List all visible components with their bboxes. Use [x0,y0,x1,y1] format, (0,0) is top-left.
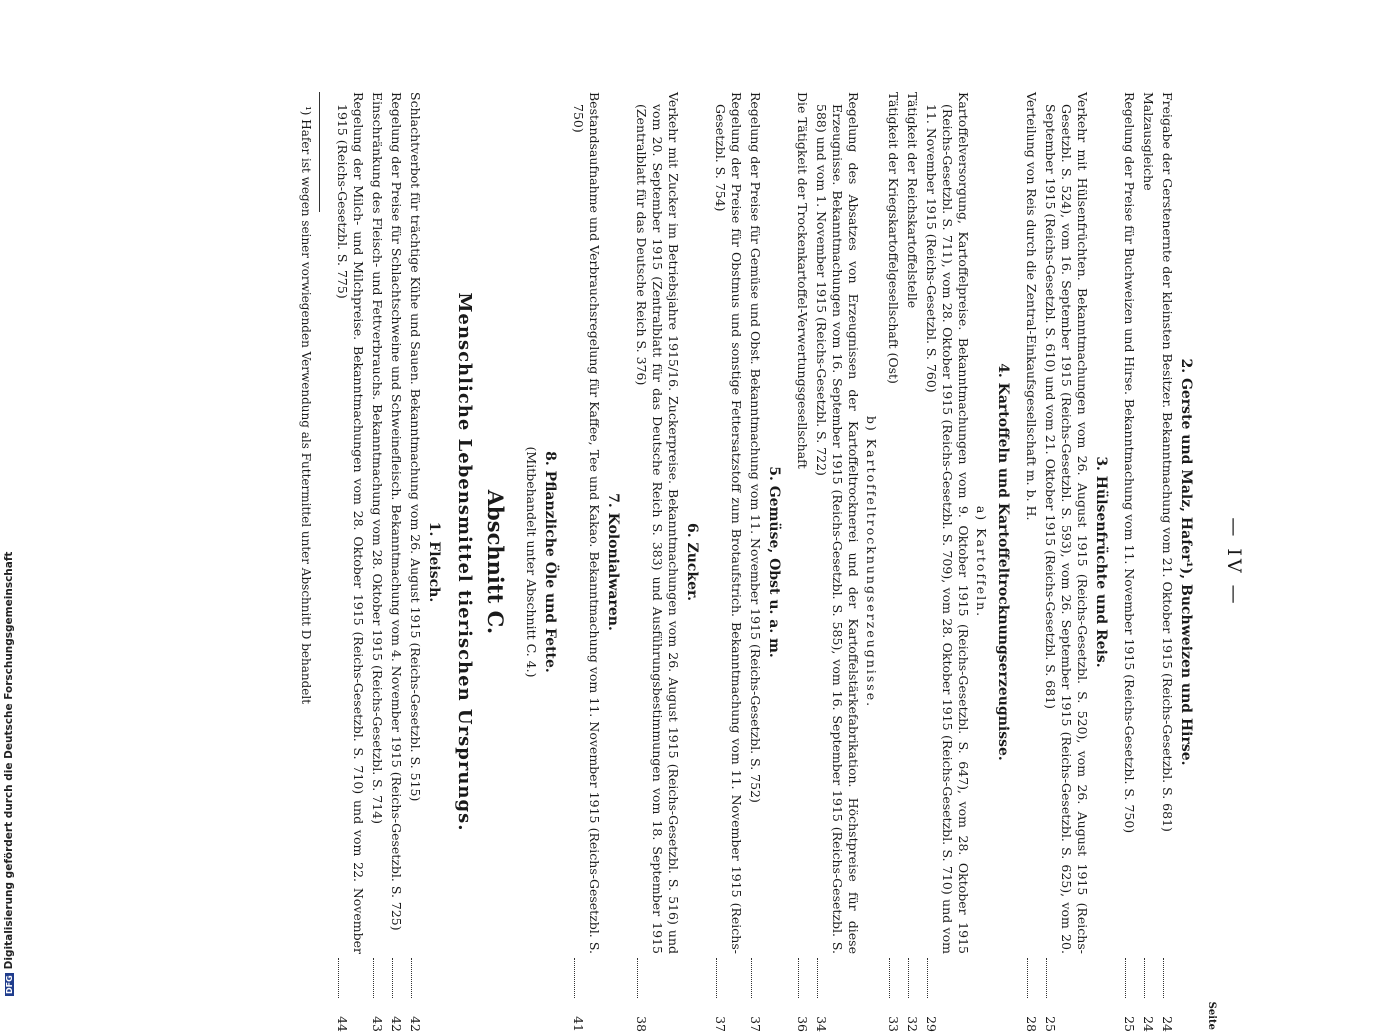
footnote-divider [319,92,320,212]
entry-page: 38 [634,1016,649,1032]
entry-text: Verkehr mit Zucker im Betriebsjahre 1915/16. Zuckerpreise. Bekanntmachungen vom 26. August 1915 (Reichs-Gesetzbl. S. 516) und vom 20. September 1915 (Zentralblatt für das Deutsche Reich S. 383) und Ausführungsbestimmungen vom 18. September 1915 (Zentralblatt für das Deutsche Reich S. 376) [634,92,681,954]
entry-page: 41 [571,1016,586,1032]
entry-text: Verteilung von Reis durch die Zentral-Einkaufsgesellschaft m. b. H. [1024,92,1039,521]
abschnitt-subtitle: Menschliche Lebensmittel tierischen Ursprungs. [454,292,475,832]
toc-entry [794,92,810,1032]
abschnitt-title: Abschnitt C. [483,489,508,635]
entry-text: Regelung der Preise für Buchweizen und Hirse. Bekanntmachung vom 11. November 1915 (Reichs-Gesetzbl. S. 750) [1122,92,1137,834]
toc-entry [885,92,901,1032]
entry-page: 33 [886,1016,901,1032]
entry-page: 25 [1122,1016,1137,1032]
entry-text: Regelung der Preise für Schlachtschweine und Schweinefleisch. Bekanntmachung vom 4. November 1915 (Reichs-Gesetzbl. S. 725) [389,92,404,931]
entry-page: 24 [1160,1016,1175,1032]
entry-page: 25 [1043,1016,1058,1032]
document-page [95,92,1245,1032]
entry-text: Regelung der Milch- und Milchpreise. Bekanntmachungen vom 28. Oktober 1915 (Reichs-Gesetzbl. S. 710) und vom 22. November 1915 (Reichs-Gesetzbl. S. 775) [335,92,366,954]
entry-page: 37 [748,1016,763,1032]
entry-text: Regelung des Absatzes von Erzeugnissen der Kartoffeltrocknerei und der Kartoffelstärkefabrikation. Höchstpreise für diese Erzeugnisse. Bekanntmachungen vom 16. September 1915 (Reichs-Gesetzbl. S. 585), vom 16. September 1915 (Reichs-Gesetzbl. S. 588) und vom 1. November 1915 (Reichs-Gesetzbl. S. 722) [814,92,861,954]
section-heading: 1. Fleisch. [426,521,442,603]
toc-entry [633,92,681,1032]
section-heading: 2. Gerste und Malz, Hafer¹), Buchweizen und Hirse. [1178,358,1194,766]
entry-page: 29 [924,1016,939,1032]
entry-page: 34 [814,1016,829,1032]
toc-entry [570,92,602,1032]
entry-text: Kartoffelversorgung, Kartoffelpreise. Bekanntmachungen vom 9. Oktober 1915 (Reichs-Gesetzbl. S. 647), vom 28. Oktober 1915 (Reichs-Gesetzbl. S. 711), vom 28. Oktober 1915 (Reichs-Gesetzbl. S. 709), vom 28. Oktober 1915 (Reichs-Gesetzbl. S. 710) und vom 11. November 1915 (Reichs-Gesetzbl. S. 760) [924,92,971,954]
dfg-credit-text: Digitalisierung gefördert durch die Deutsche Forschungsgemeinschaft [3,551,15,970]
dfg-credit [3,551,15,996]
toc-entry [407,92,423,1032]
page-number: — IV — [1223,517,1245,607]
toc-entry [334,92,366,1032]
dfg-logo: DFG [4,975,14,994]
section-heading: 8. Pflanzliche Öle und Fette. [542,451,558,673]
section-note: (Mitbehandelt unter Abschnitt C. 4.) [524,446,539,678]
entry-page: 44 [335,1016,350,1032]
seite-label: Seite [1206,1001,1217,1030]
entry-text: Regelung der Preise für Obstmus und sonstige Fettersatzstoff zum Brotaufstrich. Bekanntmachung vom 11. November 1915 (Reichs-Gesetzbl. S. 754) [713,92,744,954]
toc-entry [1042,92,1090,1032]
toc-entry [904,92,920,1032]
section-heading: 4. Kartoffeln und Kartoffeltrocknungserzeugnisse. [995,363,1011,761]
entry-text: Freigabe der Gerstenernte der kleinsten Besitzer. Bekanntmachung vom 21. Oktober 1915 (Reichs-Gesetzbl. S. 681) [1160,92,1175,832]
toc-entry [923,92,971,1032]
toc-entry [747,92,763,1032]
footnote: ¹) Hafer ist wegen seiner vorwiegenden Verwendung als Futtermittel unter Abschnitt D behandelt [299,106,313,705]
entry-page: 43 [370,1016,385,1032]
section-subheading: a) Kartoffeln. [974,505,989,619]
entry-page: 36 [795,1016,810,1032]
toc-entry [1023,92,1039,1032]
entry-page: 32 [905,1016,920,1032]
entry-text: Tätigkeit der Reichskartoffelstelle [905,92,920,309]
section-heading: 6. Zucker. [684,523,700,601]
section-subheading: b) Kartoffeltrocknungserzeugnisse. [864,415,879,709]
toc-entry [1159,92,1175,1032]
section-heading: 7. Kolonialwaren. [605,493,621,631]
entry-text: Regelung der Preise für Gemüse und Obst. Bekanntmachung vom 11. November 1915 (Reichs-Gesetzbl. S. 752) [748,92,763,803]
entry-text: Malzausgleiche [1141,92,1156,191]
toc-entry [369,92,385,1032]
entry-text: Bestandsaufnahme und Verbrauchsregelung für Kaffee, Tee und Kakao. Bekanntmachung vom 11. November 1915 (Reichs-Gesetzbl. S. 750) [571,92,602,954]
entry-page: 37 [713,1016,728,1032]
toc-entry [388,92,404,1032]
entry-text: Die Tätigkeit der Trockenkartoffel-Verwertungsgesellschaft [795,92,810,469]
entry-page: 42 [408,1016,423,1032]
entry-page: 24 [1141,1016,1156,1032]
section-heading: 3. Hülsenfrüchte und Reis. [1093,456,1109,668]
entry-text: Einschränkung des Fleisch- und Fettverbrauchs. Bekanntmachung vom 28. Oktober 1915 (Reichs-Gesetzbl. S. 714) [370,92,385,824]
entry-text: Tätigkeit der Kriegskartoffelgesellschaft (Ost) [886,92,901,384]
toc-entry [712,92,744,1032]
toc-entry [1140,92,1156,1032]
entry-page: 28 [1024,1016,1039,1032]
toc-entry [1121,92,1137,1032]
entry-page: 42 [389,1016,404,1032]
entry-text: Schlachtverbot für trächtige Kühe und Sauen. Bekanntmachung vom 26. August 1915 (Reichs-Gesetzbl. S. 515) [408,92,423,802]
section-heading: 5. Gemüse, Obst u. a. m. [766,466,782,658]
entry-text: Verkehr mit Hülsenfrüchten. Bekanntmachungen vom 26. August 1915 (Reichs-Gesetzbl. S. 520), vom 26. August 1915 (Reichs-Gesetzbl. S. 524), vom 16. September 1915 (Reichs-Gesetzbl. S. 593), vom 26. September 1915 (Reichs-Gesetzbl. S. 625), vom 20. September 1915 (Reichs-Gesetzbl. S. 610) und vom 21. Oktober 1915 (Reichs-Gesetzbl. S. 681) [1043,92,1090,954]
dfg-sidebar [0,0,20,1000]
toc-entry [813,92,861,1032]
